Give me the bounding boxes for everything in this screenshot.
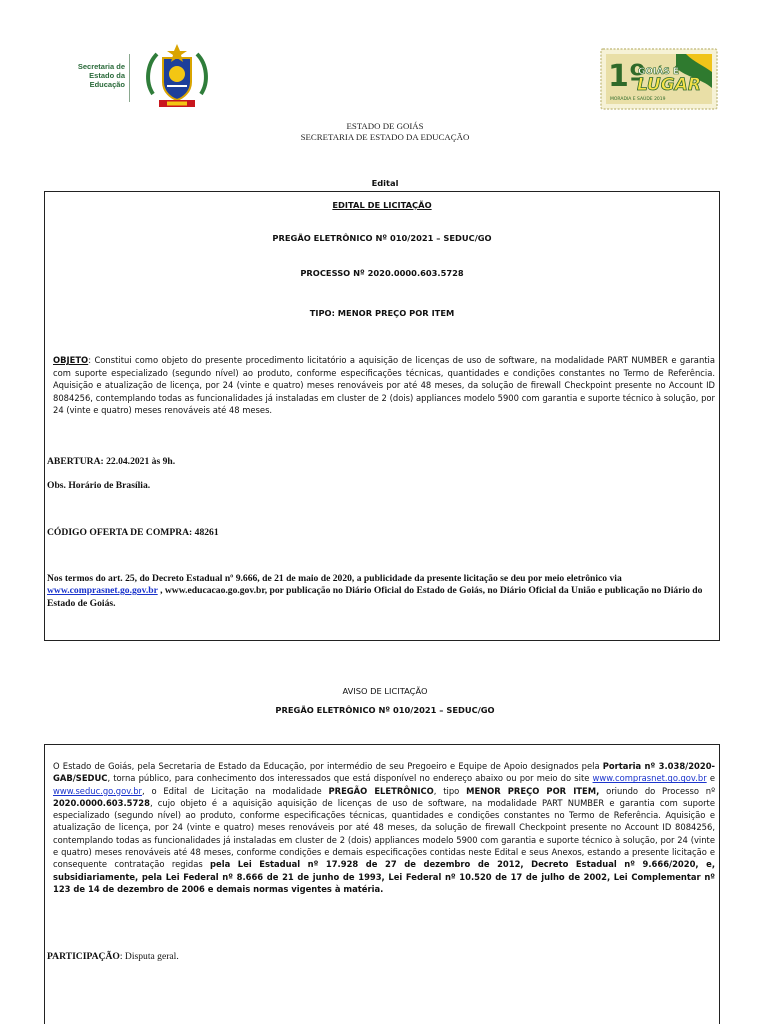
participacao-value: : Disputa geral. <box>119 951 179 962</box>
aviso-pregao: PREGÃO ELETRÔNICO Nº 010/2021 – SEDUC/GO <box>275 705 495 715</box>
goias-crest-icon <box>143 42 211 110</box>
edital-publicidade: Nos termos do art. 25, do Decreto Estadual nº 9.666, de 21 de maio de 2020, a publicidade da presente licitação se deu por meio eletrônico via www.comprasnet.go.gov.br , www.educacao.go.gov.br, por publicação no Diário Oficial do Estado de Goiás, no Diário Oficial da União e publicação no Diário do Estado de Goiás. <box>47 573 703 609</box>
objeto-label: OBJETO <box>53 355 89 365</box>
section-label-edital: Edital <box>371 178 399 188</box>
comprasnet-link[interactable]: www.comprasnet.go.gov.br <box>47 585 158 597</box>
edital-abertura: ABERTURA: 22.04.2021 às 9h. <box>47 456 176 467</box>
logo-divider <box>129 54 130 102</box>
svg-text:1º: 1º <box>608 59 646 94</box>
edital-codigo: CÓDIGO OFERTA DE COMPRA: 48261 <box>47 527 219 538</box>
aviso-participacao <box>47 951 179 962</box>
edital-processo: PROCESSO Nº 2020.0000.603.5728 <box>300 268 464 278</box>
objeto-text: : Constitui como objeto do presente procedimento licitatório a aquisição de licenças de uso de software, na modalidade PART NUMBER e garantia com suporte especializado (segundo nível) ao produto, conforme especificações técnicas, quantidades e condições constantes no Termo de Referência. Aquisição e atualização de licença, por 24 (vinte e quatro) meses renováveis por até 48 meses, da solução de firewall Checkpoint presente no Account ID 8084256, contemplando todas as funcionalidades já instaladas em cluster de 2 (dois) appliances modelo 5900 com garantia e suporte técnico à solução, por 24 (vinte e quatro) meses renováveis até 48 meses. <box>53 355 715 415</box>
svg-text:MORADIA E SAÚDE 2019: MORADIA E SAÚDE 2019 <box>610 97 666 102</box>
secretariat-name: SECRETARIA DE ESTADO DA EDUCAÇÃO <box>300 132 470 142</box>
aviso-box <box>44 744 720 1024</box>
seal-line-1: Secretaria de <box>77 62 125 71</box>
seal-line-2: Estado da <box>89 71 125 80</box>
edital-box <box>44 191 720 641</box>
edital-tipo: TIPO: MENOR PREÇO POR ITEM <box>309 308 455 318</box>
svg-text:LUGAR: LUGAR <box>637 75 701 95</box>
edital-title: EDITAL DE LICITAÇÃO <box>332 200 432 210</box>
seduc-logo <box>60 42 215 110</box>
edital-pregao: PREGÃO ELETRÔNICO Nº 010/2021 – SEDUC/GO <box>272 233 492 243</box>
goias-e-lugar-badge-icon <box>600 48 718 110</box>
participacao-label: PARTICIPAÇÃO <box>47 951 120 962</box>
comprasnet-link-2[interactable]: www.comprasnet.go.gov.br <box>592 773 707 784</box>
aviso-text: O Estado de Goiás, pela Secretaria de Estado da Educação, por intermédio de seu Pregoeiro e Equipe de Apoio designados pela Portaria nº 3.038/2020-GAB/SEDUC, torna público, para conhecimento dos interessados que está disponível no endereço abaixo ou por meio do site www.comprasnet.go.gov.br e www.seduc.go.gov.br, o Edital de Licitação na modalidade PREGÃO ELETRÔNICO, tipo MENOR PREÇO POR ITEM, oriundo do Processo nº 2020.0000.603.5728, cujo objeto é a aquisição aquisição de licenças de uso de software, na modalidade PART NUMBER e garantia com suporte especializado (segundo nível) ao produto, conforme especificações técnicas, quantidades e condições constantes no Termo de Referência. Aquisição e atualização de licença, por 24 (vinte e quatro) meses renováveis por até 48 meses, da solução de firewall Checkpoint presente no Account ID 8084256, contemplando todas as funcionalidades já instaladas em cluster de 2 (dois) appliances modelo 5900 com garantia e suporte técnico à solução, por 24 (vinte e quatro) meses renováveis até 48 meses, conforme condições e demais especificações contidas neste Edital e seus Anexos, estando a presente licitação e consequente contratação regidas pela Lei Estadual nº 17.928 de 27 de dezembro de 2012, Decreto Estadual nº 9.666/2020, e, subsidiariamente, pela Lei Federal nº 8.666 de 21 de junho de 1993, Lei Federal nº 10.520 de 17 de julho de 2002, Lei Complementar nº 123 de 14 de dezembro de 2006 e demais normas vigentes à matéria. <box>53 761 716 894</box>
seal-line-3: Educação <box>89 80 125 89</box>
svg-text:GOIÁS É: GOIÁS É <box>638 67 680 77</box>
state-name: ESTADO DE GOIÁS <box>346 121 424 131</box>
edital-obs: Obs. Horário de Brasília. <box>47 480 151 491</box>
aviso-title: AVISO DE LICITAÇÃO <box>342 686 428 696</box>
seduc-link[interactable]: www.seduc.go.gov.br <box>53 785 142 796</box>
edital-objeto <box>53 354 715 417</box>
